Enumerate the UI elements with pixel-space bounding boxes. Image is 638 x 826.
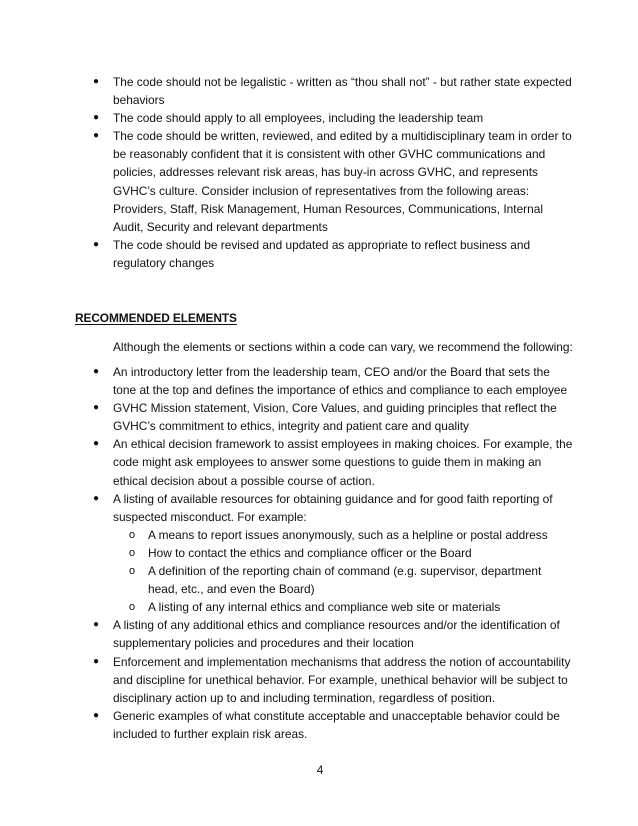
list-item-text: An introductory letter from the leadership team, CEO and/or the Board that sets the tone at the top and defines the importance of ethics and compliance to each employee: [113, 365, 568, 398]
list-item-text: The code should apply to all employees, including the leadership team: [113, 111, 484, 126]
list-item: [93, 127, 573, 236]
sub-bullet-icon: o: [129, 601, 136, 614]
list-item-text: The code should not be legalistic - written as “thou shall not” - but rather state expected behaviors: [113, 75, 572, 108]
bullet-icon: ●: [93, 130, 100, 142]
list-item-text: An ethical decision framework to assist employees in making choices. For example, the code might ask employees to answer some questions to guide them in making an ethical decision about a possible course of action.: [113, 437, 573, 488]
requirements-list: [93, 73, 573, 272]
sub-list-item: [129, 598, 573, 616]
resources-sub-list: [113, 526, 573, 616]
sub-list-item: [129, 544, 573, 562]
list-item-text: The code should be written, reviewed, and edited by a multidisciplinary team in order to be reasonably confident that it is consistent with other GVHC communications and policies, addresses relevant risk areas, has buy-in across GVHC, and represents GVHC’s culture. Consider inclusion of representatives from the following areas: Providers, Staff, Risk Management, Human Resources, Communications, Internal Audit, Security and relevant departments: [113, 129, 572, 234]
bullet-icon: ●: [93, 366, 100, 377]
bullet-icon: ●: [93, 438, 100, 450]
list-item: [93, 109, 573, 127]
page-number: 4: [316, 763, 324, 777]
list-item: [93, 73, 573, 109]
list-item: [93, 399, 573, 435]
bullet-icon: ●: [93, 402, 100, 414]
list-item: [93, 363, 573, 399]
sub-bullet-icon: o: [129, 528, 136, 541]
sub-list-item: [129, 562, 573, 598]
sub-list-item-text: A definition of the reporting chain of command (e.g. supervisor, department head, etc., and even the Board): [148, 564, 542, 597]
list-item-text: A listing of any additional ethics and compliance resources and/or the identification of supplementary policies and procedures and their location: [113, 618, 560, 651]
sub-bullet-icon: o: [129, 565, 136, 578]
bullet-icon: ●: [93, 112, 100, 124]
bullet-icon: ●: [93, 709, 100, 721]
list-item: [93, 236, 573, 272]
list-item: [93, 653, 573, 707]
list-item-text: Enforcement and implementation mechanisms that address the notion of accountability and discipline for unethical behavior. For example, unethical behavior will be subject to disciplinary action up to and including termination, regardless of position.: [113, 654, 571, 705]
bullet-icon: ●: [93, 492, 100, 504]
list-item: [93, 490, 573, 617]
sub-list-item-text: A listing of any internal ethics and compliance web site or materials: [148, 600, 501, 615]
sub-list-item-text: A means to report issues anonymously, such as a helpline or postal address: [148, 527, 548, 542]
list-item: [93, 616, 573, 652]
list-item-text: A listing of available resources for obtaining guidance and for good faith reporting of suspected misconduct. For example:: [113, 491, 553, 524]
bullet-icon: ●: [93, 76, 100, 87]
list-item-text: The code should be revised and updated as appropriate to reflect business and regulatory changes: [113, 237, 531, 270]
bullet-icon: ●: [93, 655, 100, 667]
list-item-text: GVHC Mission statement, Vision, Core Values, and guiding principles that reflect the GVHC’s commitment to ethics, integrity and patient care and quality: [113, 401, 557, 434]
sub-list-item: [129, 526, 573, 544]
bullet-icon: ●: [93, 238, 100, 250]
bullet-icon: ●: [93, 619, 100, 631]
recommended-elements-list: [93, 363, 573, 743]
sub-bullet-icon: o: [129, 546, 136, 559]
sub-list-item-text: How to contact the ethics and compliance officer or the Board: [148, 545, 472, 560]
list-item-text: Generic examples of what constitute acceptable and unacceptable behavior could be included to further explain risk areas.: [113, 708, 560, 741]
list-item: [93, 435, 573, 489]
section-intro: Although the elements or sections within a code can vary, we recommend the following:: [113, 340, 573, 354]
list-item: [93, 707, 573, 743]
section-heading: RECOMMENDED ELEMENTS: [75, 311, 237, 325]
